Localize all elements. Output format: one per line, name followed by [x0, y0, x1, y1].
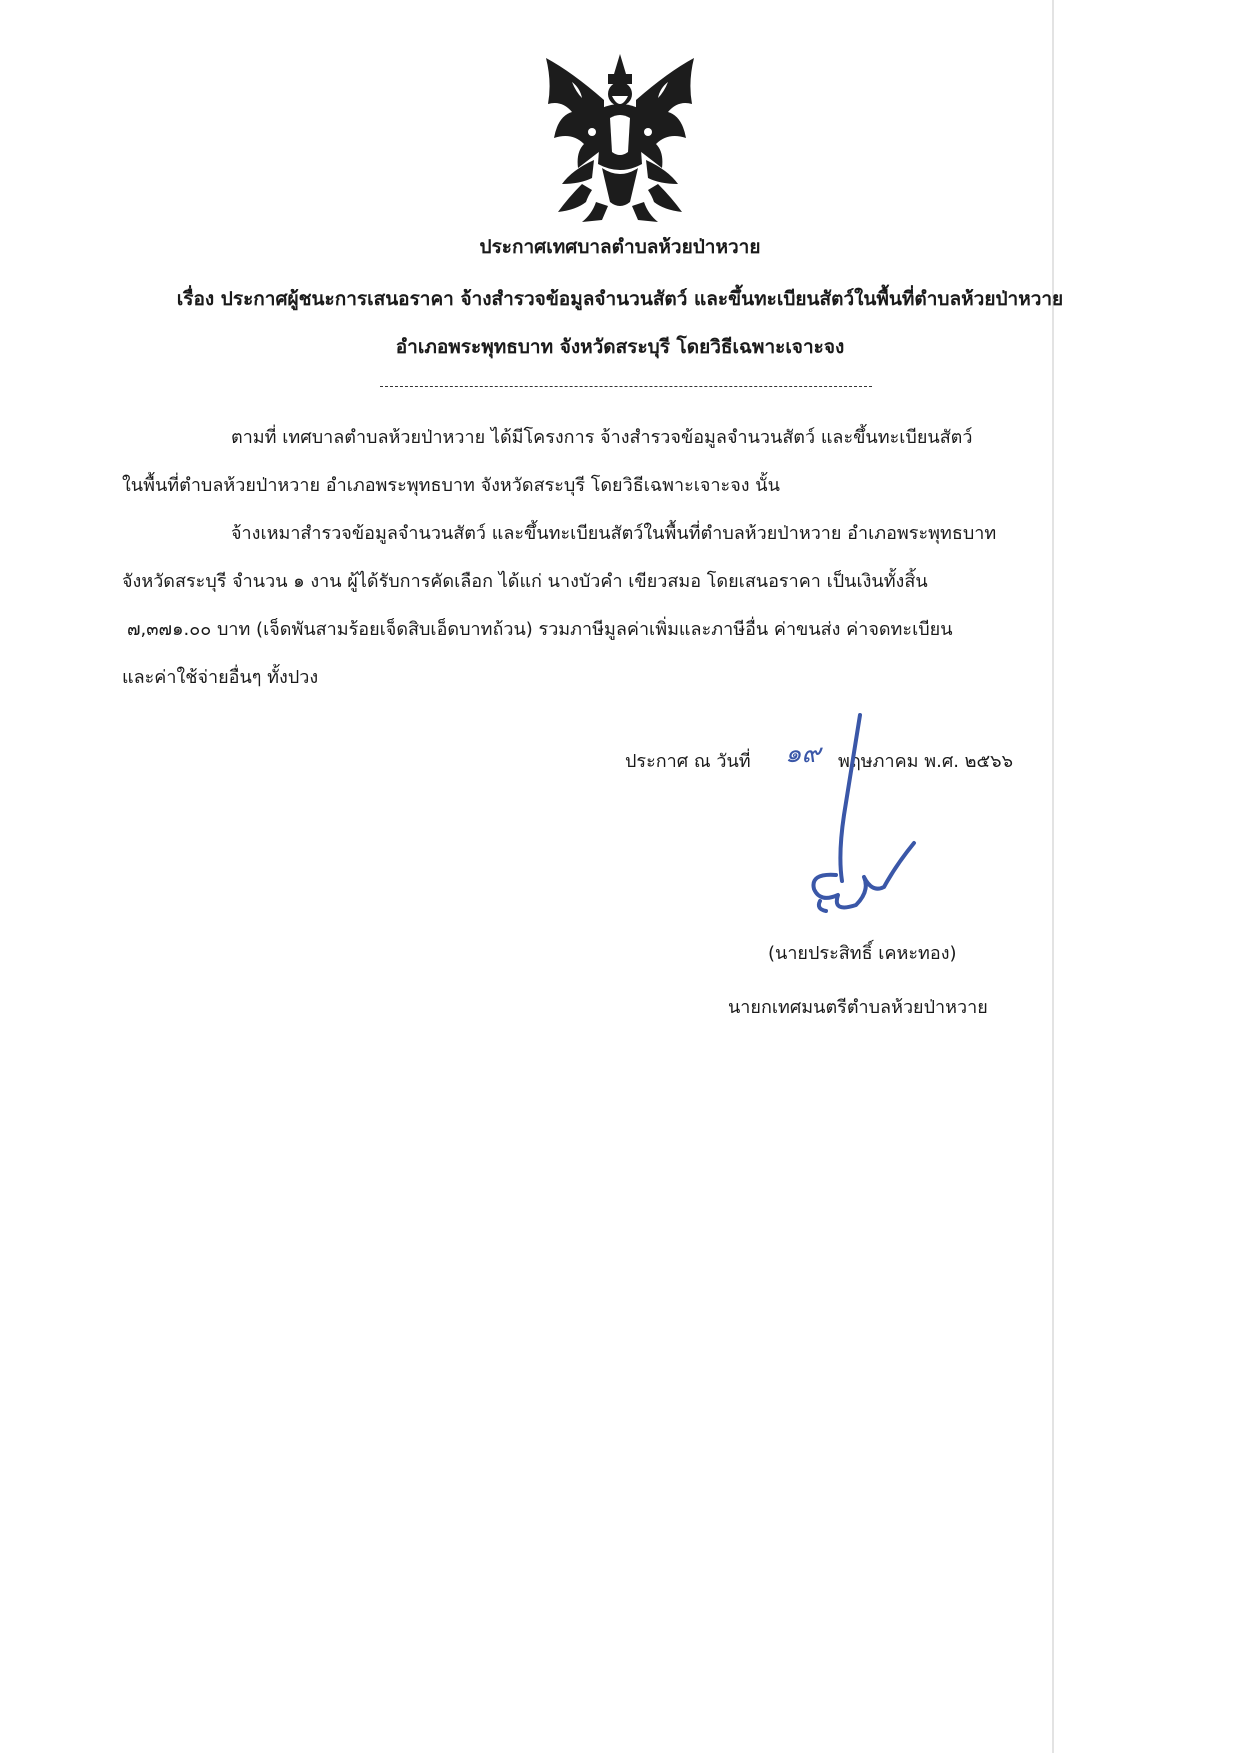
- date-prefix: ประกาศ ณ วันที่: [625, 751, 751, 772]
- paragraph-2-line-3: ๗,๓๗๑.๐๐ บาท (เจ็ดพันสามร้อยเจ็ดสิบเอ็ดบาทถ้วน) รวมภาษีมูลค่าเพิ่มและภาษีอื่น ค่าขนส่ง ค่าจดทะเบียน: [127, 619, 953, 640]
- handwritten-signature-icon: [760, 705, 920, 935]
- date-day-handwritten: ๑๙: [785, 739, 821, 769]
- date-month-year: พฤษภาคม พ.ศ. ๒๕๖๖: [838, 751, 1014, 772]
- garuda-emblem-icon: [532, 52, 708, 224]
- paragraph-2-line-4: และค่าใช้จ่ายอื่นๆ ทั้งปวง: [122, 667, 319, 688]
- paragraph-2-line-2: จังหวัดสระบุรี จำนวน ๑ งาน ผู้ได้รับการคัดเลือก ได้แก่ นางบัวคำ เขียวสมอ โดยเสนอราคา เป็นเงินทั้งสิ้น: [122, 571, 928, 592]
- signer-name: (นายประสิทธิ์ เคหะทอง): [768, 943, 957, 964]
- separator-rule: [380, 386, 872, 387]
- paragraph-2-line-1: จ้างเหมาสำรวจข้อมูลจำนวนสัตว์ และขึ้นทะเบียนสัตว์ในพื้นที่ตำบลห้วยป่าหวาย อำเภอพระพุทธบาท: [231, 523, 997, 544]
- signer-title: นายกเทศมนตรีตำบลห้วยป่าหวาย: [728, 997, 988, 1018]
- subject-line-2: อำเภอพระพุทธบาท จังหวัดสระบุรี โดยวิธีเฉพาะเจาะจง: [395, 336, 845, 358]
- scan-edge-rule: [1052, 0, 1054, 1753]
- paragraph-1-line-2: ในพื้นที่ตำบลห้วยป่าหวาย อำเภอพระพุทธบาท จังหวัดสระบุรี โดยวิธีเฉพาะเจาะจง นั้น: [122, 475, 780, 496]
- announcement-title: ประกาศเทศบาลตำบลห้วยป่าหวาย: [479, 236, 761, 258]
- paragraph-1-line-1: ตามที่ เทศบาลตำบลห้วยป่าหวาย ได้มีโครงการ จ้างสำรวจข้อมูลจำนวนสัตว์ และขึ้นทะเบียนสัตว์: [231, 427, 973, 448]
- subject-line-1: เรื่อง ประกาศผู้ชนะการเสนอราคา จ้างสำรวจข้อมูลจำนวนสัตว์ และขึ้นทะเบียนสัตว์ในพื้นที่ตำบลห้วยป่าหวาย: [176, 288, 1064, 310]
